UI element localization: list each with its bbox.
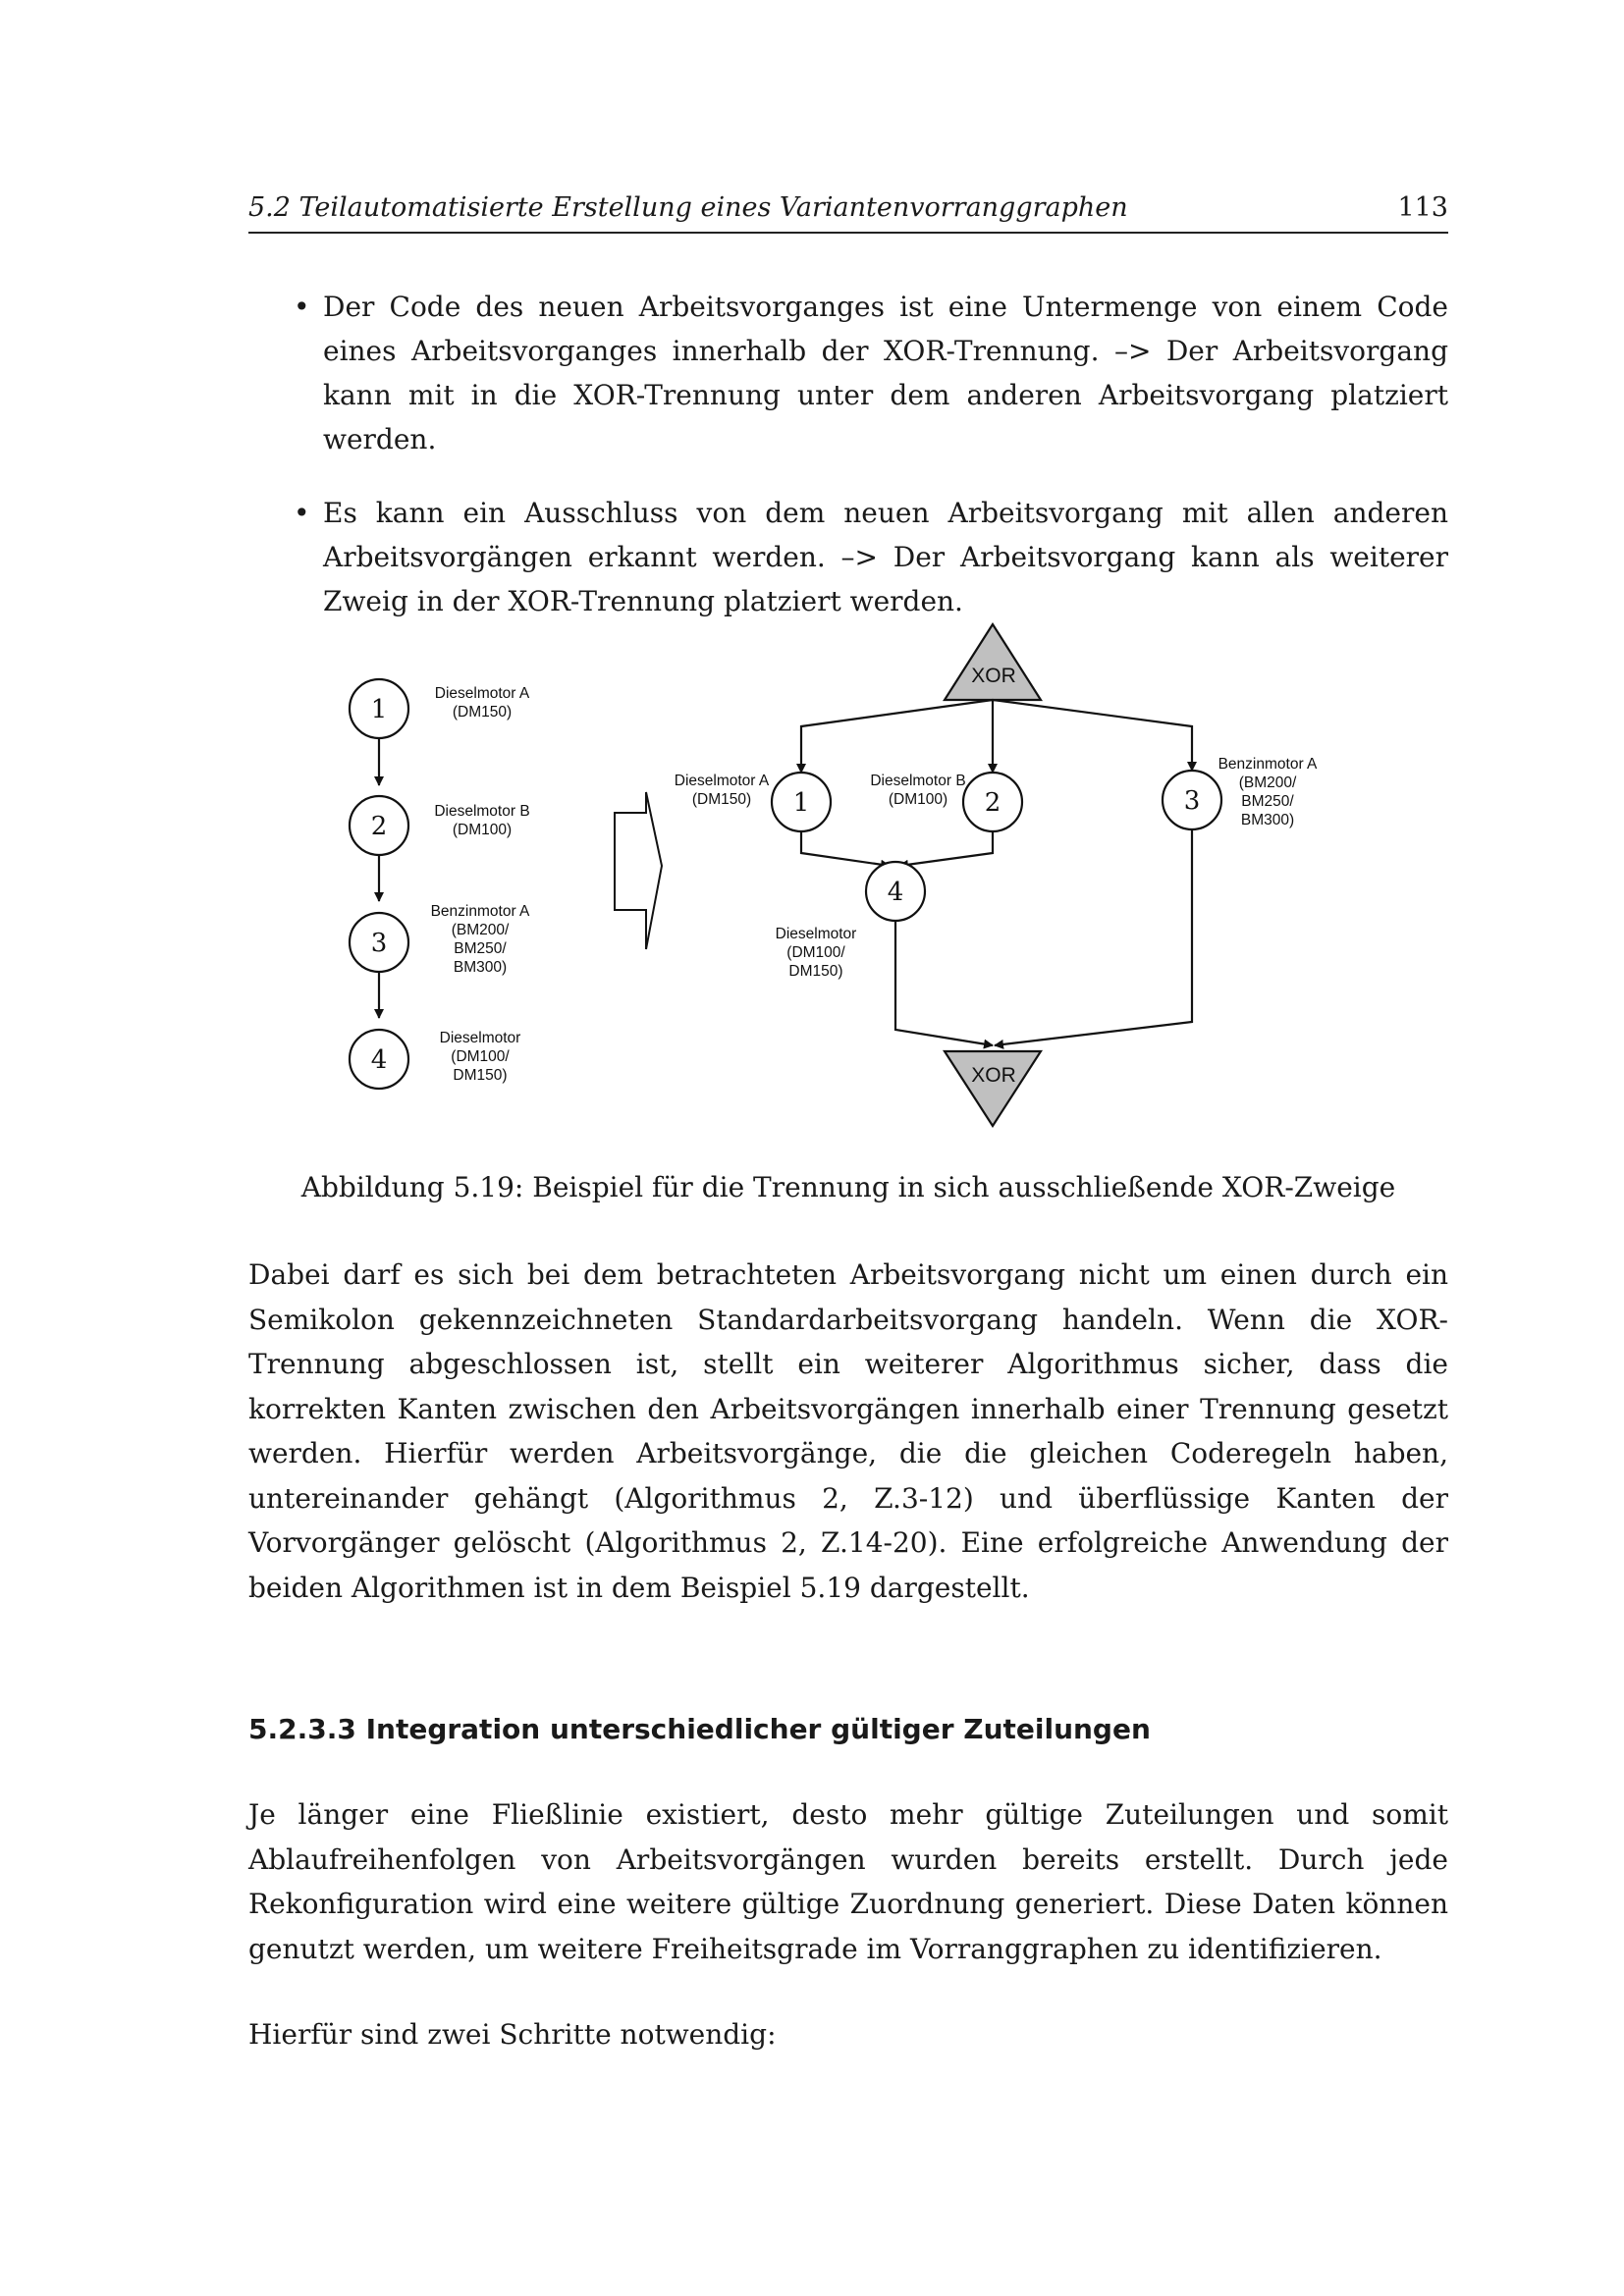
bullet-icon: • [294, 291, 310, 323]
edge-2-4 [899, 831, 993, 866]
page-number: 113 [1397, 192, 1448, 223]
node-label: Dieselmotor [775, 926, 857, 942]
node-number: 3 [370, 929, 388, 958]
list-item [248, 285, 1448, 461]
node-label: Dieselmotor B [870, 773, 966, 789]
section-title: 5.2 Teilautomatisierte Erstellung eines Variantenvorranggraphen [248, 192, 1128, 223]
node-label: (DM100) [888, 791, 948, 808]
right-graph [675, 624, 1318, 1126]
body-paragraph: Hierfür sind zwei Schritte notwendig: [248, 2018, 777, 2051]
section-heading: 5.2.3.3 Integration unterschiedlicher gültiger Zuteilungen [248, 1713, 1151, 1745]
bullet-icon: • [294, 497, 310, 529]
node-label: (DM100/ [451, 1048, 510, 1065]
body-paragraph: Dabei darf es sich bei dem betrachteten Arbeitsvorgang nicht um einen durch ein Semikolon gekennzeichneten Standardarbeitsvorgang handeln. Wenn die XOR-Trennung abgeschlossen ist, stellt ein weiterer Algorithmus sicher, dass die korrekten Kanten zwischen den Arbeitsvorgängen innerhalb einer Trennung gesetzt werden. Hierfür werden Arbeitsvorgänge, die die gleichen Coderegeln haben, untereinander gehängt (Algorithmus 2, Z.3-12) und überflüssige Kanten der Vorvorgänger gelöscht (Algorithmus 2, Z.14-20). Eine erfolgreiche Anwendung der beiden Algorithmen ist in dem Beispiel 5.19 dargestellt. [248, 1258, 1448, 1604]
edge-xor-3 [993, 700, 1192, 771]
node-number: 4 [370, 1045, 388, 1075]
node-label: (BM200/ [1238, 774, 1297, 791]
node-number: 1 [370, 695, 388, 724]
figure-caption: Abbildung 5.19: Beispiel für die Trennung in sich ausschließende XOR-Zweige [300, 1171, 1396, 1203]
list-item [248, 491, 1448, 623]
bullet-text: Der Code des neuen Arbeitsvorganges ist eine Untermenge von einem Code eines Arbeitsvorganges innerhalb der XOR-Trennung. –> Der Arbeitsvorgang kann mit in die XOR-Trennung unter dem anderen Arbeitsvorgang platziert werden. [323, 291, 1448, 455]
xor-split-label: XOR [971, 665, 1016, 687]
node-label: (DM100/ [786, 944, 845, 961]
edge-1-4 [801, 831, 890, 866]
node-label: Benzinmotor A [430, 903, 530, 920]
node-number: 4 [887, 878, 904, 907]
node-number: 3 [1183, 786, 1201, 816]
node-label: (DM150) [452, 704, 513, 721]
node-label: (BM200/ [451, 922, 510, 938]
node-label: (DM100) [452, 822, 513, 838]
xor-join-label: XOR [971, 1064, 1016, 1087]
node-label: Dieselmotor A [674, 773, 770, 789]
bullet-list [248, 285, 1448, 653]
node-label: Dieselmotor B [434, 803, 530, 820]
edge-xor-1 [801, 700, 993, 773]
transform-arrow-icon [615, 792, 662, 949]
xor-diagram [248, 609, 1448, 1158]
figure-xor-example [248, 609, 1448, 1158]
edge-3-xor [995, 829, 1192, 1045]
node-label: DM150) [788, 963, 843, 980]
node-number: 2 [370, 812, 388, 841]
left-graph [350, 679, 408, 1089]
xor-join-triangle [945, 1051, 1041, 1126]
edge-4-xor [895, 921, 993, 1045]
node-label: DM150) [453, 1067, 508, 1084]
node-label: Dieselmotor A [434, 685, 530, 702]
running-header [248, 188, 1448, 234]
node-number: 2 [984, 788, 1001, 818]
node-label: (DM150) [691, 791, 752, 808]
body-paragraph: Je länger eine Fließlinie existiert, desto mehr gültige Zuteilungen und somit Ablaufreihenfolgen von Arbeitsvorgängen wurden bereits erstellt. Durch jede Rekonfiguration wird eine weitere gültige Zuordnung generiert. Diese Daten können genutzt werden, um weitere Freiheitsgrade im Vorranggraphen zu identifizieren. [248, 1798, 1448, 1965]
bullet-text: Es kann ein Ausschluss von dem neuen Arbeitsvorgang mit allen anderen Arbeitsvorgängen erkannt werden. –> Der Arbeitsvorgang kann als weiterer Zweig in der XOR-Trennung platziert werden. [323, 497, 1448, 617]
node-label: Benzinmotor A [1218, 756, 1318, 773]
xor-split-triangle [945, 624, 1041, 700]
node-label: BM300) [453, 959, 508, 976]
node-label: BM250/ [454, 940, 507, 957]
node-label: BM300) [1240, 812, 1295, 828]
node-label: Dieselmotor [439, 1030, 521, 1046]
node-label: BM250/ [1241, 793, 1294, 810]
node-number: 1 [792, 788, 810, 818]
